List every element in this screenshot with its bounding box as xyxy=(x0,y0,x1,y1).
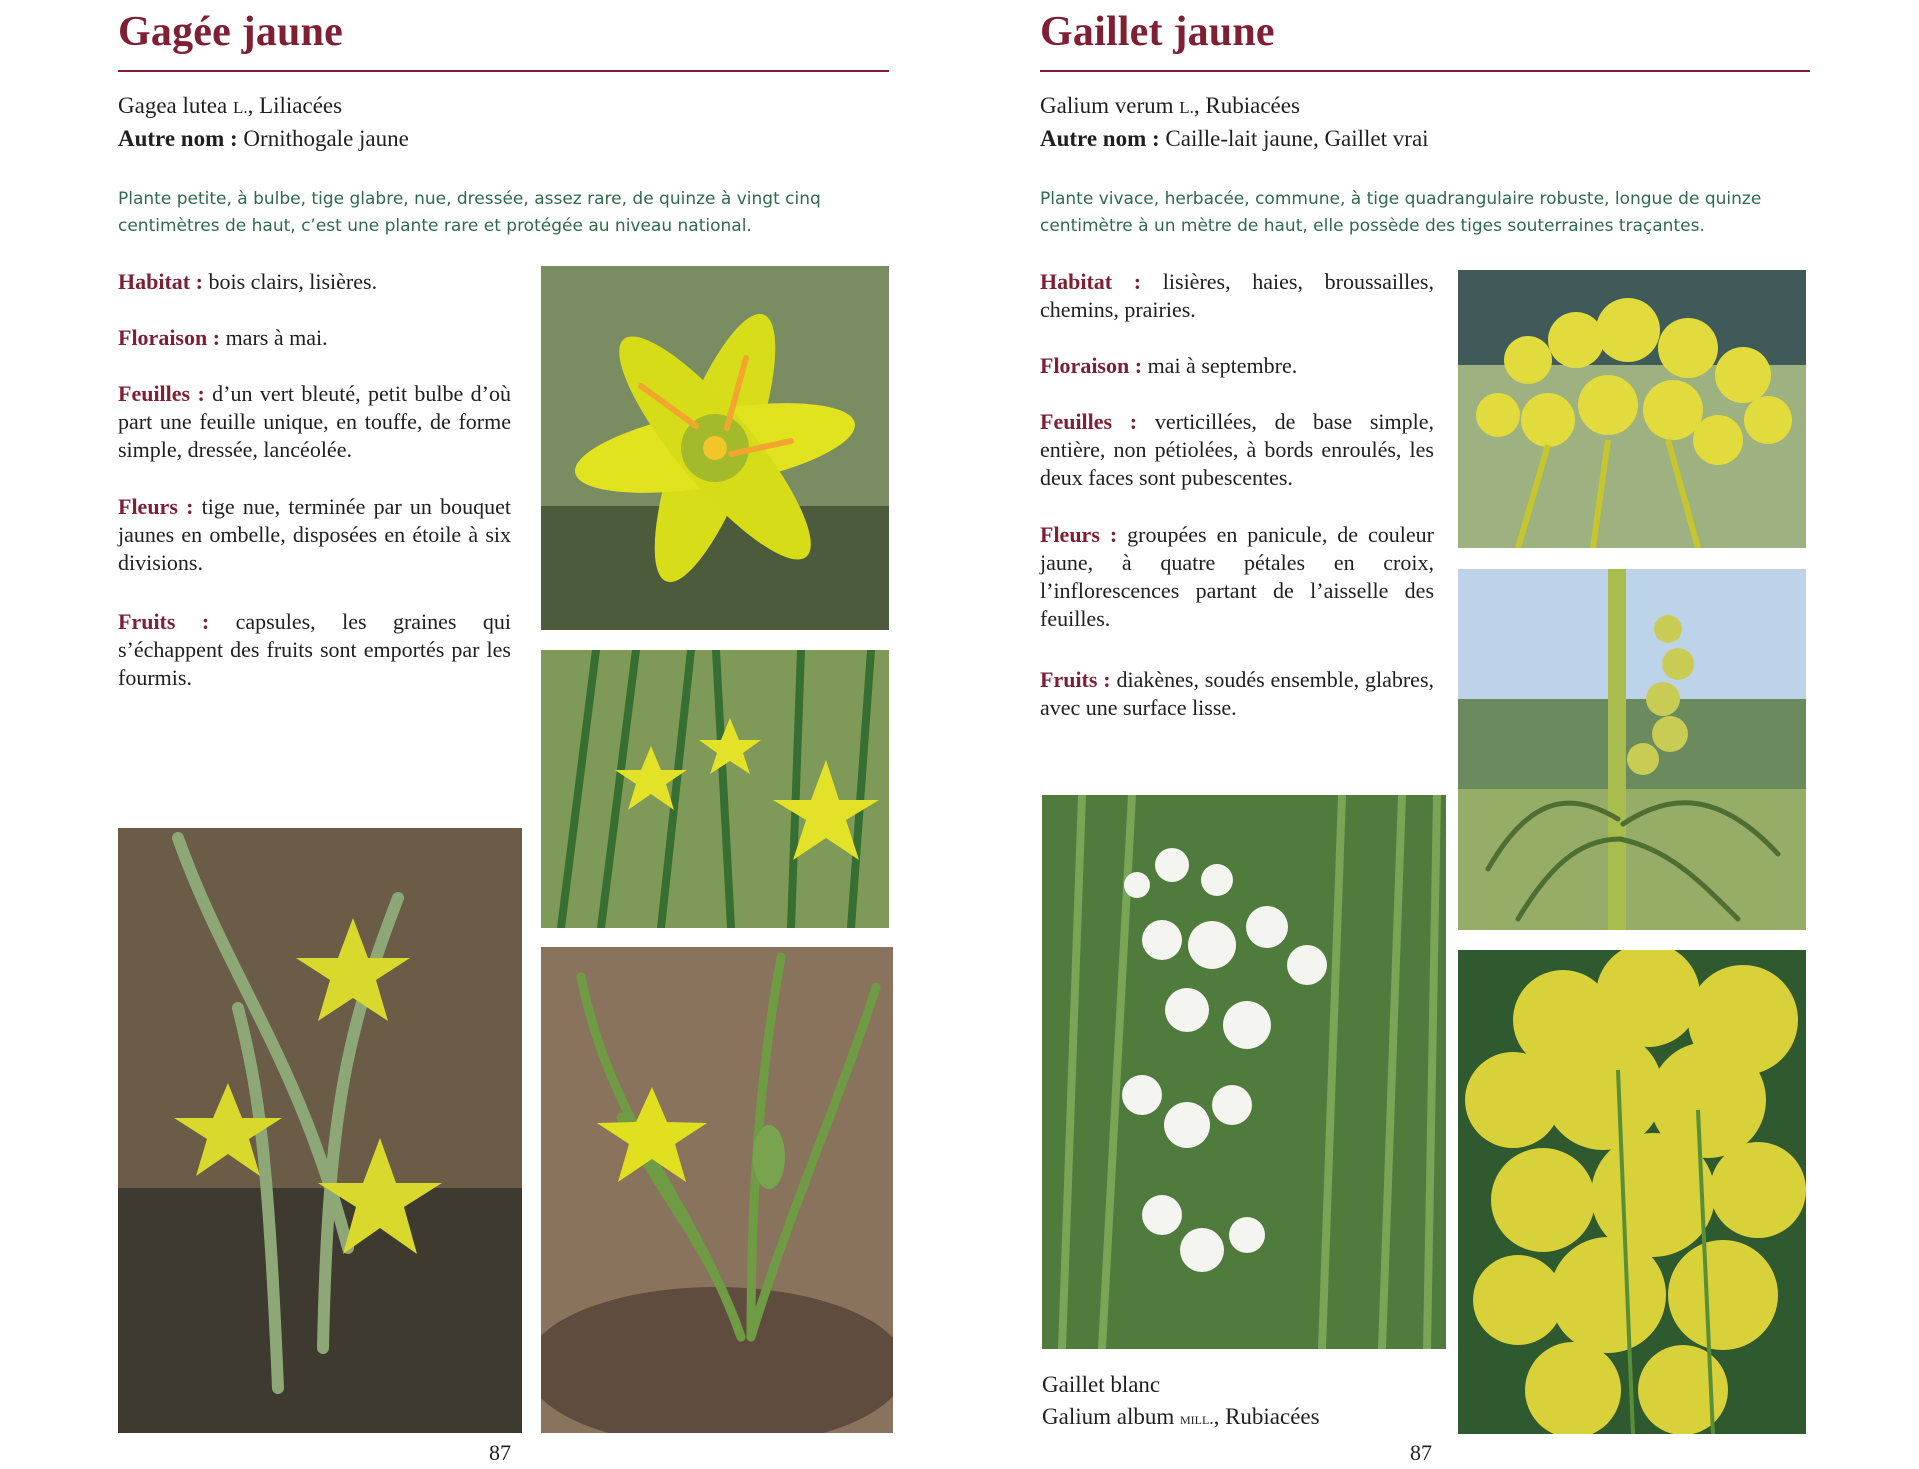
title-rule xyxy=(118,70,889,72)
habitat-section xyxy=(118,268,511,296)
section-label: Habitat : xyxy=(118,269,203,294)
other-name-label: Autre nom : xyxy=(118,126,238,151)
page-title: Gaillet jaune xyxy=(1040,9,1275,55)
section-label: Habitat : xyxy=(1040,269,1142,294)
comma: , xyxy=(247,93,254,118)
section-text: mars à mai. xyxy=(225,325,328,350)
caption-comma: , xyxy=(1213,1404,1220,1429)
leaves-section xyxy=(1040,408,1434,492)
section-text: groupées en panicule, de couleur jaune, à quatre pétales en croix, l’inflorescences partant de l’aisselle des feuilles. xyxy=(1040,522,1435,631)
other-name-label: Autre nom : xyxy=(1040,126,1160,151)
section-label: Feuilles : xyxy=(118,381,205,406)
species-authority: L. xyxy=(1179,98,1194,117)
other-name-value: Caille-lait jaune, Gaillet vrai xyxy=(1165,126,1429,151)
title-rule xyxy=(1040,70,1810,72)
page-number: 87 xyxy=(489,1440,511,1465)
gaillet-mass-photo xyxy=(1458,950,1806,1434)
family-name: Liliacées xyxy=(259,93,343,118)
plant-summary: Plante petite, à bulbe, tige glabre, nue, dressée, assez rare, de quinze à vingt cinq centimètres de haut, c’est une plante rare et protégée au niveau national. xyxy=(118,189,821,236)
right-page xyxy=(960,0,1919,1469)
section-text: verticillées, de base simple, entière, non pétiolées, à bords enroulés, les deux faces sont pubescentes. xyxy=(1040,409,1435,490)
gagee-flower-closeup-photo xyxy=(541,266,889,630)
section-text: tige nue, terminée par un bouquet jaunes en ombelle, disposées en étoile à six divisions. xyxy=(118,494,512,575)
other-name xyxy=(118,125,409,153)
section-label: Fleurs : xyxy=(118,494,194,519)
gaillet-blanc-caption xyxy=(1042,1369,1320,1435)
leaves-section xyxy=(118,380,511,464)
habitat-section xyxy=(1040,268,1434,324)
section-label: Fleurs : xyxy=(1040,522,1118,547)
scientific-name xyxy=(1040,92,1300,122)
family-name: Rubiacées xyxy=(1205,93,1300,118)
caption-scientific-name: Galium album xyxy=(1042,1404,1175,1429)
caption-family: Rubiacées xyxy=(1225,1404,1320,1429)
gagee-bulb-photo xyxy=(541,947,893,1433)
section-text: diakènes, soudés ensemble, glabres, avec une surface lisse. xyxy=(1040,667,1435,720)
section-label: Fruits : xyxy=(118,609,210,634)
flowers-section xyxy=(118,493,511,577)
gagee-foliage-photo xyxy=(541,650,889,928)
left-page xyxy=(0,0,959,1469)
flowering-section xyxy=(118,324,511,352)
section-text: d’un vert bleuté, petit bulbe d’où part une feuille unique, en touffe, de forme simple, dressée, lancéolée. xyxy=(118,381,511,462)
section-text: capsules, les graines qui s’échappent des fruits sont emportés par les fourmis. xyxy=(118,609,512,690)
gaillet-stem-photo xyxy=(1458,569,1806,930)
caption-common-name: Gaillet blanc xyxy=(1042,1372,1161,1397)
section-label: Fruits : xyxy=(1040,667,1111,692)
flowering-section xyxy=(1040,352,1434,380)
gaillet-flowers-closeup-photo xyxy=(1458,270,1806,548)
caption-scientific-line xyxy=(1042,1401,1320,1435)
section-label: Floraison : xyxy=(1040,353,1143,378)
section-text: lisières, haies, broussailles, chemins, prairies. xyxy=(1040,269,1434,322)
scientific-name xyxy=(118,92,342,122)
comma: , xyxy=(1193,93,1200,118)
section-text: mai à septembre. xyxy=(1147,353,1298,378)
other-name xyxy=(1040,125,1429,153)
page-title: Gagée jaune xyxy=(118,9,343,55)
section-label: Floraison : xyxy=(118,325,221,350)
gaillet-blanc-photo xyxy=(1042,795,1446,1349)
section-text: bois clairs, lisières. xyxy=(208,269,378,294)
plant-summary: Plante vivace, herbacée, commune, à tige quadrangulaire robuste, longue de quinze centimètre à un mètre de haut, elle possède des tiges souterraines traçantes. xyxy=(1040,189,1762,236)
other-name-value: Ornithogale jaune xyxy=(243,126,409,151)
caption-authority: mill. xyxy=(1179,1409,1214,1428)
species-name: Gagea lutea xyxy=(118,93,228,118)
fruits-section xyxy=(118,608,511,692)
fruits-section xyxy=(1040,666,1434,722)
section-label: Feuilles : xyxy=(1040,409,1138,434)
species-name: Galium verum xyxy=(1040,93,1174,118)
flowers-section xyxy=(1040,521,1434,633)
species-authority: L. xyxy=(232,98,248,117)
page-number: 87 xyxy=(1410,1440,1432,1465)
gagee-cluster-photo xyxy=(118,828,522,1433)
